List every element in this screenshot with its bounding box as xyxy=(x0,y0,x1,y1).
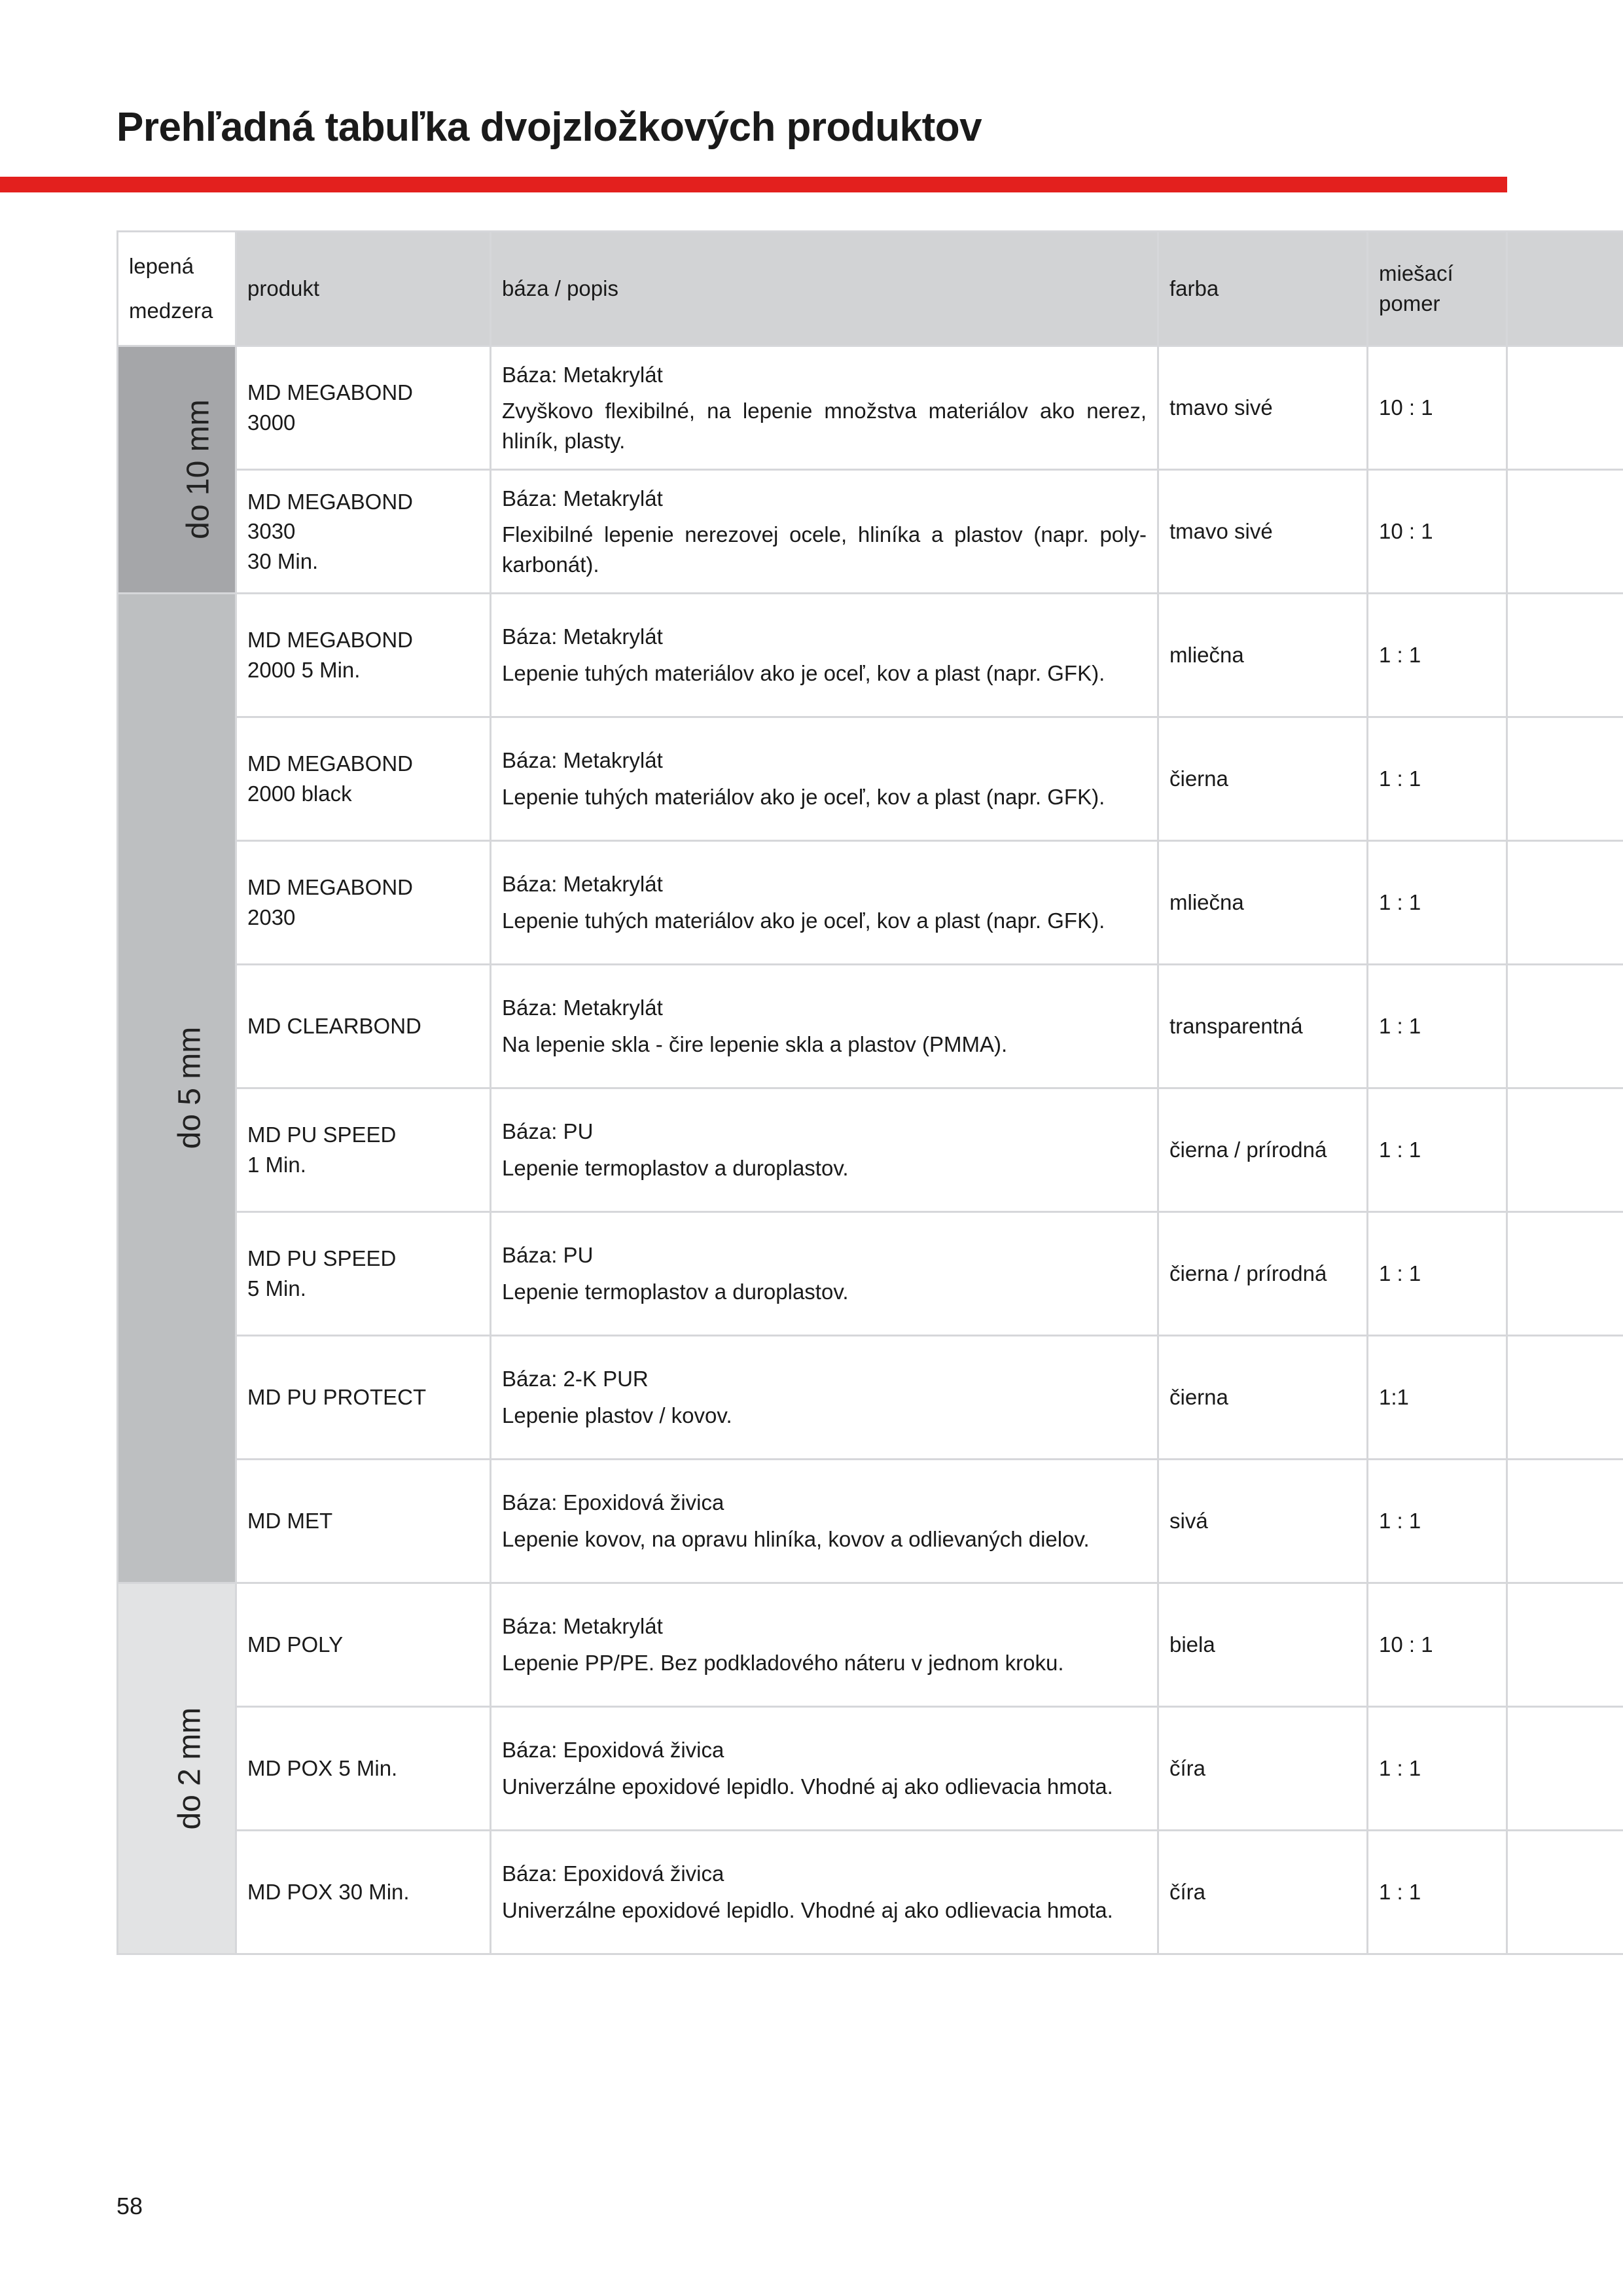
gap-group-label: do 2 mm xyxy=(172,1707,207,1830)
color-cell: čierna / prírodná xyxy=(1158,1088,1368,1212)
description-text: Univerzálne epoxidové lepidlo. Vhodné aj ako odlievacia hmota. xyxy=(502,1774,1113,1799)
product-cell xyxy=(236,346,491,470)
product-cell xyxy=(236,1583,491,1707)
ratio-cell: 1 : 1 xyxy=(1368,841,1507,965)
ratio-cell: 10 : 1 xyxy=(1368,1583,1507,1707)
ratio-cell: 1 : 1 xyxy=(1368,1831,1507,1954)
base-text: Báza: Metakrylát xyxy=(502,362,663,387)
table-row xyxy=(118,594,1623,717)
color-cell: biela xyxy=(1158,1583,1368,1707)
ratio-cell: 1 : 1 xyxy=(1368,1088,1507,1212)
product-cell xyxy=(236,1212,491,1336)
empty-cell xyxy=(1507,1088,1623,1212)
color-cell: tmavo sivé xyxy=(1158,470,1368,594)
empty-cell xyxy=(1507,1460,1623,1583)
product-cell xyxy=(236,965,491,1088)
description-cell xyxy=(491,1336,1158,1460)
color-cell: mliečna xyxy=(1158,841,1368,965)
description-text: Lepenie termoplastov a duroplastov. xyxy=(502,1156,849,1180)
product-name-line: MD PU PROTECT xyxy=(247,1385,427,1410)
product-cell xyxy=(236,841,491,965)
ratio-cell: 1 : 1 xyxy=(1368,594,1507,717)
product-name-line: MD MEGABOND xyxy=(247,875,414,900)
table-row xyxy=(118,965,1623,1088)
product-name-line: 2030 xyxy=(247,905,296,929)
description-cell xyxy=(491,346,1158,470)
color-cell: čierna xyxy=(1158,1336,1368,1460)
empty-cell xyxy=(1507,346,1623,470)
color-cell: sivá xyxy=(1158,1460,1368,1583)
description-text: Univerzálne epoxidové lepidlo. Vhodné aj ako odlievacia hmota. xyxy=(502,1898,1113,1922)
description-text: Zvyškovo flexibilné, na lepenie množstva materiálov ako nerez, hliník, plasty. xyxy=(502,399,1147,453)
product-name-line: 2000 5 Min. xyxy=(247,658,361,682)
color-cell: transparentná xyxy=(1158,965,1368,1088)
ratio-cell: 1 : 1 xyxy=(1368,1707,1507,1831)
product-name-line: 3000 xyxy=(247,410,296,435)
description-cell xyxy=(491,594,1158,717)
description-text: Lepenie plastov / kovov. xyxy=(502,1403,732,1427)
ratio-cell: 1 : 1 xyxy=(1368,965,1507,1088)
product-name-line: 5 Min. xyxy=(247,1276,306,1300)
base-text: Báza: Epoxidová živica xyxy=(502,1861,724,1886)
page-title: Prehľadná tabuľka dvojzložkových produktov xyxy=(116,105,982,150)
product-cell xyxy=(236,1460,491,1583)
description-text: Lepenie tuhých materiálov ako je oceľ, kov a plast (napr. GFK). xyxy=(502,661,1105,685)
table-row xyxy=(118,470,1623,594)
header-gap-line2: medzera xyxy=(129,298,213,323)
ratio-cell: 1 : 1 xyxy=(1368,717,1507,841)
empty-cell xyxy=(1507,594,1623,717)
table-row xyxy=(118,1088,1623,1212)
color-cell: číra xyxy=(1158,1831,1368,1954)
description-text: Lepenie tuhých materiálov ako je oceľ, kov a plast (napr. GFK). xyxy=(502,908,1105,933)
table-row xyxy=(118,717,1623,841)
product-cell xyxy=(236,1831,491,1954)
table-header-row xyxy=(118,232,1623,346)
header-ratio-line2: pomer xyxy=(1379,291,1440,315)
table-row xyxy=(118,1583,1623,1707)
base-text: Báza: Metakrylát xyxy=(502,996,663,1020)
description-text: Lepenie termoplastov a duroplastov. xyxy=(502,1280,849,1304)
product-name-line: MD MEGABOND xyxy=(247,628,414,653)
product-name-line: MD POLY xyxy=(247,1632,344,1657)
description-text: Lepenie PP/PE. Bez podkladového náteru v jednom kroku. xyxy=(502,1651,1064,1675)
empty-cell xyxy=(1507,1831,1623,1954)
ratio-cell: 10 : 1 xyxy=(1368,346,1507,470)
header-mixing-ratio xyxy=(1368,232,1507,346)
product-cell xyxy=(236,594,491,717)
base-text: Báza: PU xyxy=(502,1119,594,1144)
table-row xyxy=(118,1460,1623,1583)
description-cell xyxy=(491,1707,1158,1831)
empty-cell xyxy=(1507,965,1623,1088)
empty-cell xyxy=(1507,717,1623,841)
description-cell xyxy=(491,1583,1158,1707)
description-text: Flexibilné lepenie nerezovej ocele, hliníka a plastov (napr. poly-karbonát). xyxy=(502,522,1147,577)
base-text: Báza: Epoxidová živica xyxy=(502,1738,724,1763)
product-name-line: MD PU SPEED xyxy=(247,1246,397,1271)
header-bonding-gap xyxy=(118,232,236,346)
gap-group-5mm xyxy=(118,594,236,1583)
product-name-line: MD POX 30 Min. xyxy=(247,1880,410,1905)
gap-group-2mm xyxy=(118,1583,236,1954)
color-cell: tmavo sivé xyxy=(1158,346,1368,470)
description-cell xyxy=(491,470,1158,594)
gap-group-label: do 10 mm xyxy=(181,399,216,540)
product-name-line: 2000 black xyxy=(247,781,352,806)
header-color: farba xyxy=(1158,232,1368,346)
product-name-line: 30 Min. xyxy=(247,548,319,573)
product-name-line: MD PU SPEED xyxy=(247,1122,397,1147)
ratio-cell: 10 : 1 xyxy=(1368,470,1507,594)
title-accent-rule xyxy=(0,177,1507,192)
page-number: 58 xyxy=(116,2193,143,2219)
color-cell: číra xyxy=(1158,1707,1368,1831)
color-cell: čierna xyxy=(1158,717,1368,841)
base-text: Báza: Metakrylát xyxy=(502,872,663,897)
product-name-line: MD MEGABOND xyxy=(247,380,414,405)
description-cell xyxy=(491,1212,1158,1336)
description-text: Lepenie tuhých materiálov ako je oceľ, kov a plast (napr. GFK). xyxy=(502,785,1105,809)
base-text: Báza: Metakrylát xyxy=(502,1614,663,1639)
empty-cell xyxy=(1507,1707,1623,1831)
product-name-line: MD MET xyxy=(247,1509,333,1534)
product-overview-table xyxy=(116,230,1623,1955)
table-row xyxy=(118,841,1623,965)
color-cell: čierna / prírodná xyxy=(1158,1212,1368,1336)
product-name-line: MD MEGABOND xyxy=(247,489,414,514)
header-gap-line1: lepená xyxy=(129,254,194,278)
header-ratio-line1: miešací xyxy=(1379,261,1454,286)
description-cell xyxy=(491,717,1158,841)
description-text: Na lepenie skla - čire lepenie skla a plastov (PMMA). xyxy=(502,1032,1008,1056)
description-text: Lepenie kovov, na opravu hliníka, kovov a odlievaných dielov. xyxy=(502,1527,1090,1551)
color-cell: mliečna xyxy=(1158,594,1368,717)
product-name-line: 3030 xyxy=(247,519,296,544)
base-text: Báza: Epoxidová živica xyxy=(502,1490,724,1515)
product-cell xyxy=(236,1088,491,1212)
ratio-cell: 1:1 xyxy=(1368,1336,1507,1460)
table-row xyxy=(118,346,1623,470)
product-cell xyxy=(236,717,491,841)
description-cell xyxy=(491,1831,1158,1954)
table-row xyxy=(118,1336,1623,1460)
product-name-line: 1 Min. xyxy=(247,1153,306,1177)
product-name-line: MD POX 5 Min. xyxy=(247,1756,398,1781)
empty-cell xyxy=(1507,1583,1623,1707)
empty-cell xyxy=(1507,1336,1623,1460)
gap-group-10mm xyxy=(118,346,236,594)
header-description: báza / popis xyxy=(491,232,1158,346)
empty-cell xyxy=(1507,470,1623,594)
description-cell xyxy=(491,1460,1158,1583)
product-cell xyxy=(236,470,491,594)
description-cell xyxy=(491,841,1158,965)
table-row xyxy=(118,1212,1623,1336)
base-text: Báza: Metakrylát xyxy=(502,748,663,773)
table-row xyxy=(118,1831,1623,1954)
empty-cell xyxy=(1507,1212,1623,1336)
base-text: Báza: Metakrylát xyxy=(502,486,663,511)
product-cell xyxy=(236,1336,491,1460)
description-cell xyxy=(491,1088,1158,1212)
product-name-line: MD MEGABOND xyxy=(247,751,414,776)
header-product: produkt xyxy=(236,232,491,346)
description-cell xyxy=(491,965,1158,1088)
product-cell xyxy=(236,1707,491,1831)
base-text: Báza: PU xyxy=(502,1243,594,1268)
ratio-cell: 1 : 1 xyxy=(1368,1460,1507,1583)
empty-cell xyxy=(1507,841,1623,965)
header-empty-column xyxy=(1507,232,1623,346)
ratio-cell: 1 : 1 xyxy=(1368,1212,1507,1336)
base-text: Báza: 2-K PUR xyxy=(502,1367,649,1391)
base-text: Báza: Metakrylát xyxy=(502,624,663,649)
product-name-line: MD CLEARBOND xyxy=(247,1014,421,1039)
table-row xyxy=(118,1707,1623,1831)
gap-group-label: do 5 mm xyxy=(172,1027,207,1149)
